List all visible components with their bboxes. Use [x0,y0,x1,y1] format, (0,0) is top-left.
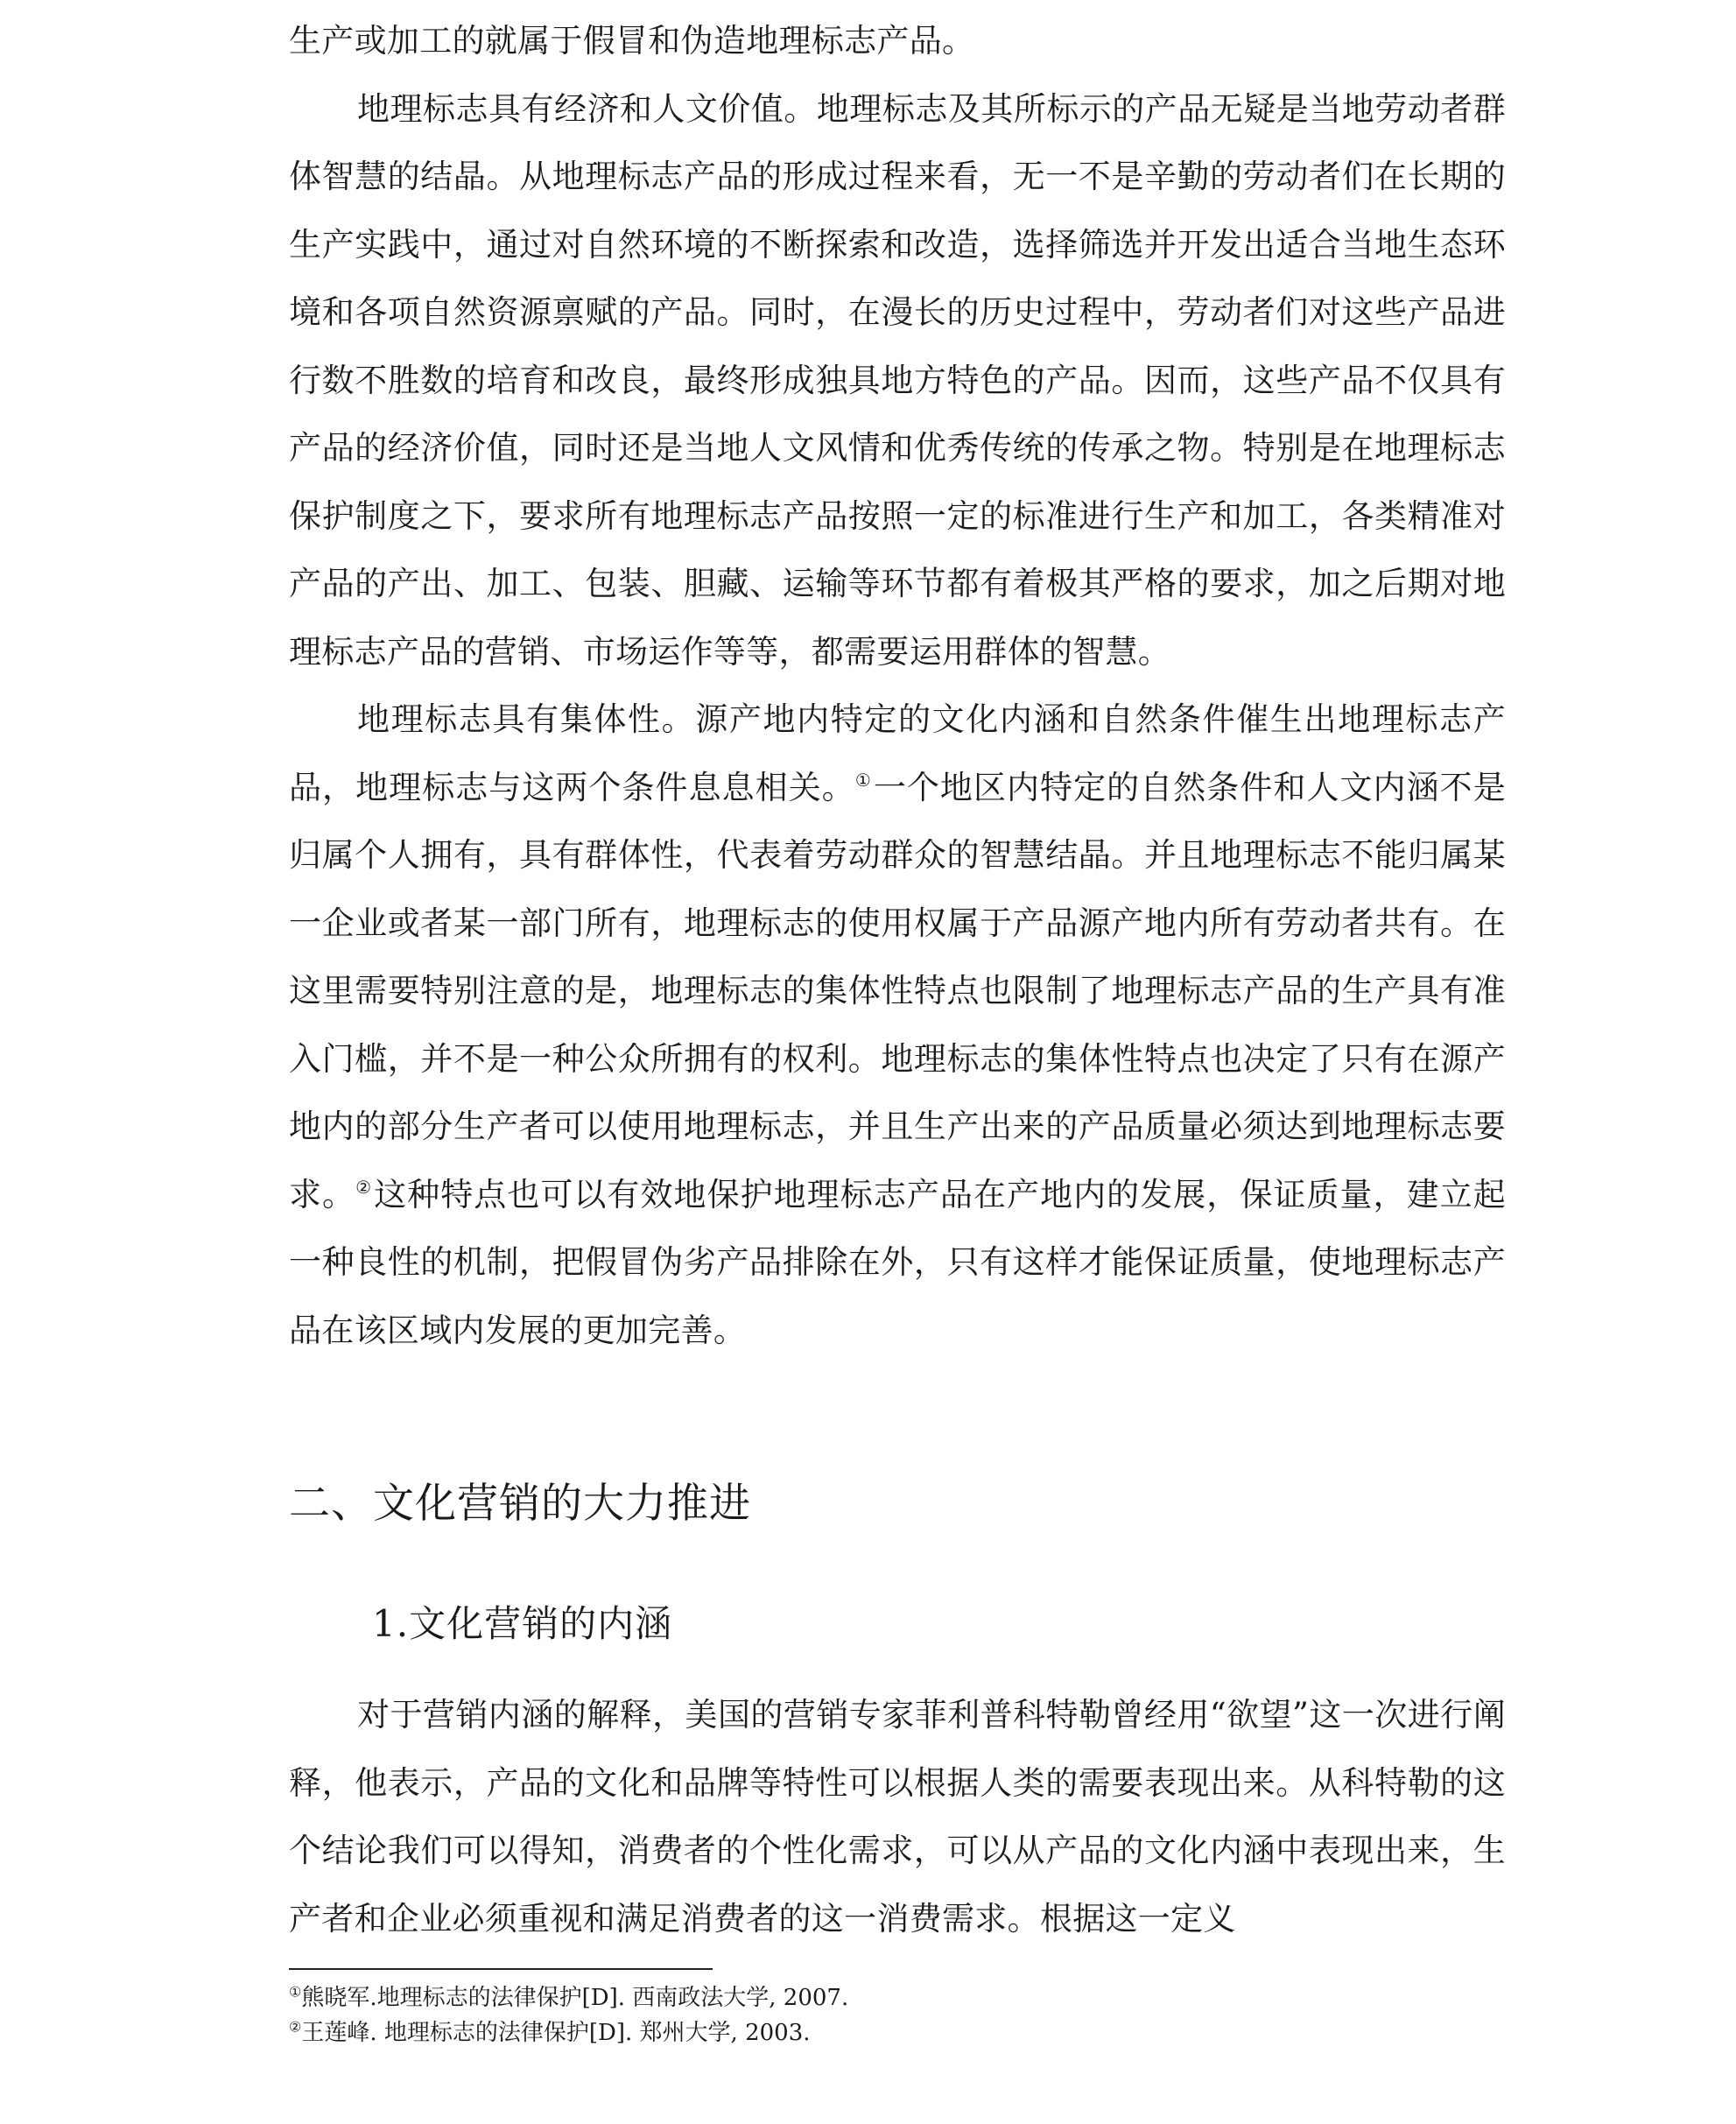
paragraph-continuation: 生产或加工的就属于假冒和伪造地理标志产品。 [289,22,975,60]
footnote-ref-1[interactable]: ① [854,770,872,791]
body-text-block [289,7,1506,1364]
paragraph-economic-value: 地理标志具有经济和人文价值。地理标志及其所标示的产品无疑是当地劳动者群体智慧的结晶。从地理标志产品的形成过程来看，无一不是辛勤的劳动者们在长期的生产实践中，通过对自然环境的不断探索和改造，选择筛选并开发出适合当地生态环境和各项自然资源禀赋的产品。同时，在漫长的历史过程中，劳动者们对这些产品进行数不胜数的培育和改良，最终形成独具地方特色的产品。因而，这些产品不仅具有产品的经济价值，同时还是当地人文风情和优秀传统的传承之物。特别是在地理标志保护制度之下，要求所有地理标志产品按照一定的标准进行生产和加工，各类精准对产品的产出、加工、包装、胆藏、运输等环节都有着极其严格的要求，加之后期对地理标志产品的营销、市场运作等等，都需要运用群体的智慧。 [289,89,1506,671]
paragraph-collectivity [289,686,1506,1364]
subsection-heading [372,1595,672,1648]
section-text-block [289,1681,1506,1952]
paragraph-collectivity-part2: 一个地区内特定的自然条件和人文内涵不是归属个人拥有，具有群体性，代表着劳动群众的智慧结晶。并且地理标志不能归属某一企业或者某一部门所有，地理标志的使用权属于产品源产地内所有劳动者共有。在这里需要特别注意的是，地理标志的集体性特点也限制了地理标志产品的生产具有准入门槛，并不是一种公众所拥有的权利。地理标志的集体性特点也决定了只有在源产地内的部分生产者可以使用地理标志，并且生产出来的产品质量必须达到地理标志要求。 [289,768,1506,1213]
footnote-ref-2[interactable]: ② [355,1177,373,1199]
footnote-divider [289,1968,713,1970]
paragraph-marketing-definition: 对于营销内涵的解释，美国的营销专家菲利普科特勒曾经用“欲望”这一次进行阐释，他表示，产品的文化和品牌等特性可以根据人类的需要表现出来。从科特勒的这个结论我们可以得知，消费者的个性化需求，可以从产品的文化内涵中表现出来，生产者和企业必须重视和满足消费者的这一消费需求。根据这一定义 [289,1696,1506,1938]
footnote-1-text: 熊晓军.地理标志的法律保护[D]. 西南政法大学, 2007. [301,1985,849,2011]
section-heading: 二、文化营销的大力推进 [289,1480,751,1528]
subsection-number: 1. [372,1602,410,1645]
paragraph-collectivity-part3: 这种特点也可以有效地保护地理标志产品在产地内的发展，保证质量，建立起一种良性的机制，把假冒伪劣产品排除在外，只有这样才能保证质量，使地理标志产品在该区域内发展的更加完善。 [289,1175,1506,1349]
footnote-1-mark: ① [289,1983,302,2001]
footnote-2 [289,2015,848,2050]
footnote-1 [289,1980,848,2015]
footnotes [289,1980,848,2050]
footnote-2-mark: ② [289,2018,302,2036]
paragraph-collectivity-part1: 地理标志具有集体性。源产地内特定的文化内涵和自然条件催生出地理标志产品，地理标志与这两个条件息息相关。 [289,700,1506,806]
subsection-title: 文化营销的内涵 [409,1602,673,1645]
footnote-2-text: 王莲峰. 地理标志的法律保护[D]. 郑州大学, 2003. [301,2020,811,2046]
